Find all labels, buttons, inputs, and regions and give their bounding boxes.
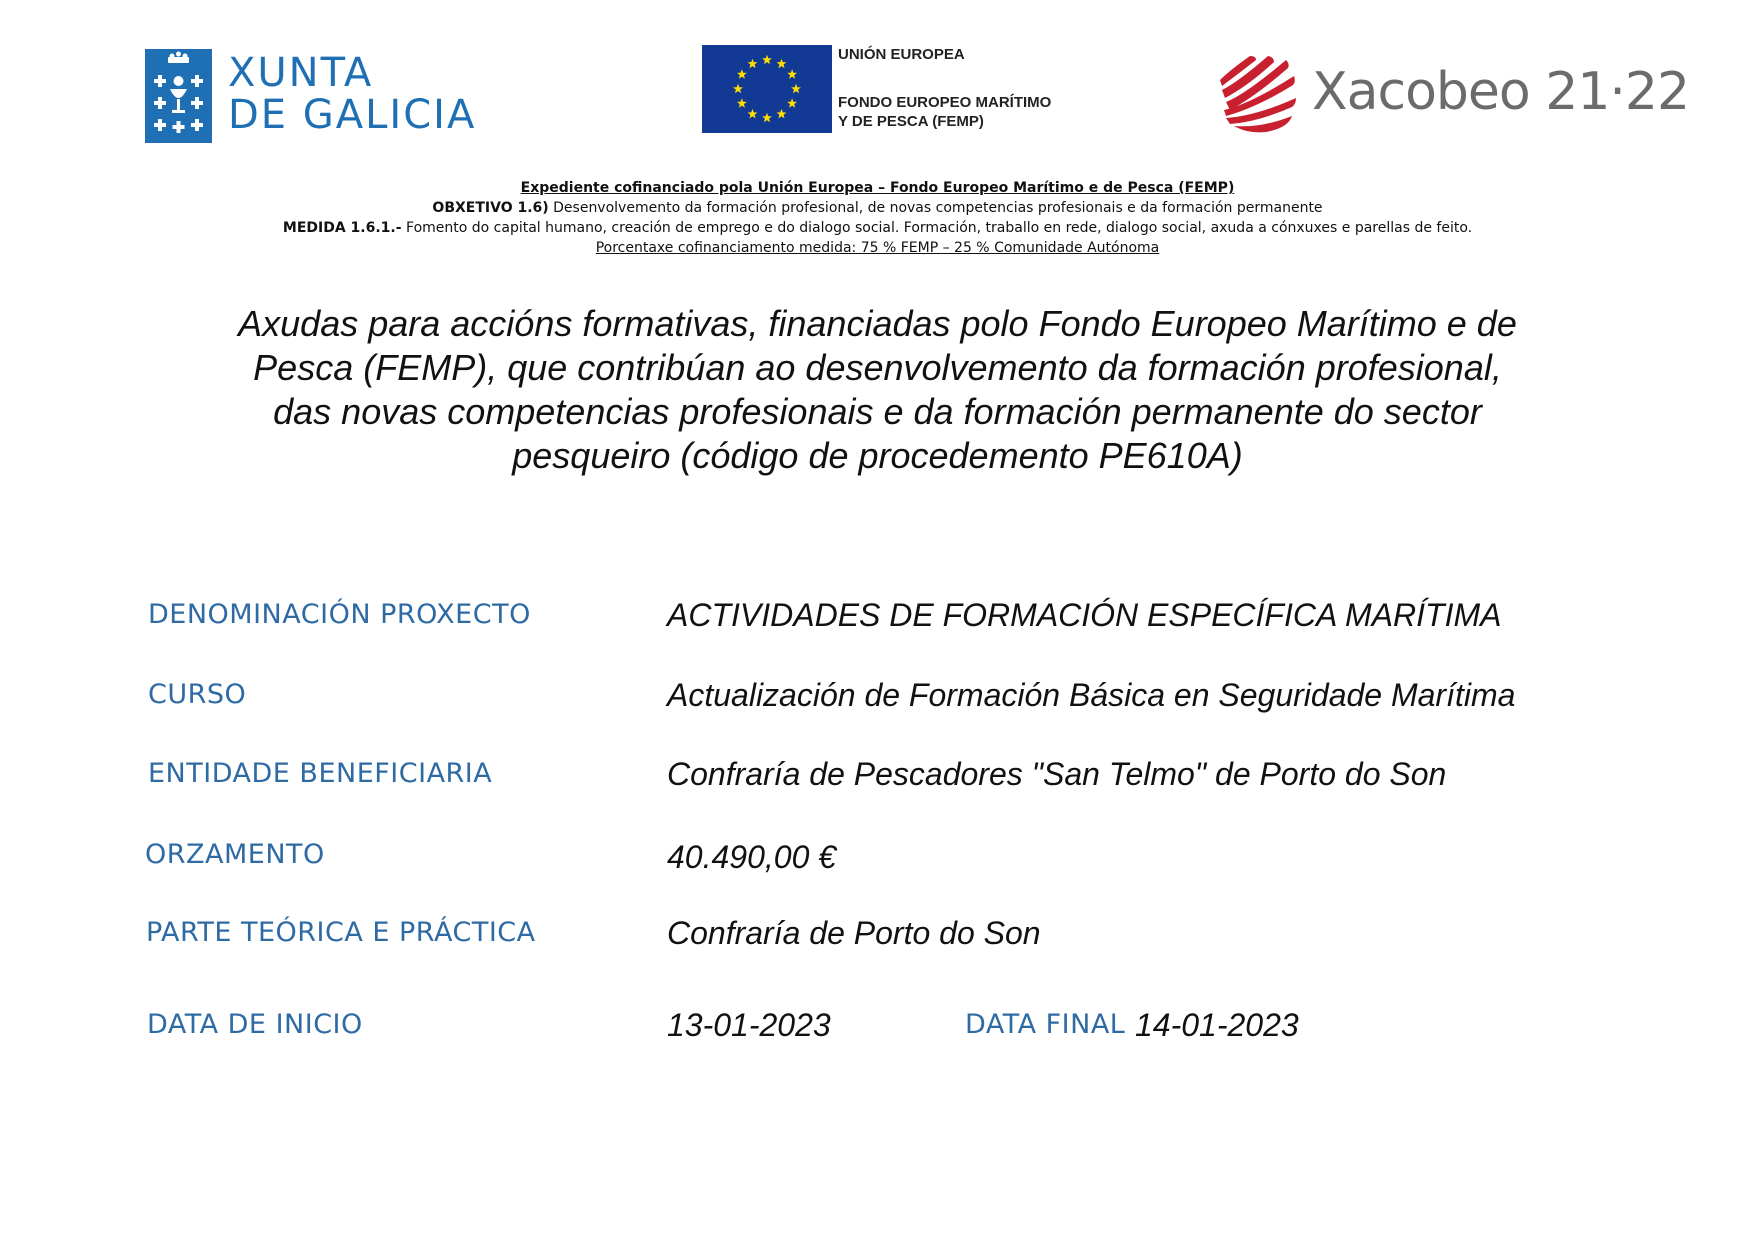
label-curso: CURSO xyxy=(148,679,247,710)
xunta-line2: DE GALICIA xyxy=(228,92,477,138)
eu-star-icon xyxy=(748,109,758,118)
label-parte-teorica: PARTE TEÓRICA E PRÁCTICA xyxy=(146,917,536,948)
label-denominacion-proxecto: DENOMINACIÓN PROXECTO xyxy=(148,599,531,630)
xunta-logo-text xyxy=(228,52,476,136)
header-line-cofinanciado xyxy=(0,180,1755,196)
header-line-obxetivo xyxy=(0,200,1755,216)
value-parte-teorica: Confraría de Porto do Son xyxy=(667,915,1041,951)
value-data-final: 14-01-2023 xyxy=(1135,1007,1299,1043)
title-line4: pesqueiro (código de procedemento PE610A) xyxy=(512,435,1243,476)
title-line1: Axudas para accións formativas, financiadas polo Fondo Europeo Marítimo e de xyxy=(238,303,1517,344)
value-denominacion-proxecto: ACTIVIDADES DE FORMACIÓN ESPECÍFICA MARÍTIMA xyxy=(667,597,1502,633)
medida-text: Fomento do capital humano, creación de emprego e do dialogo social. Formación, traballo en rede, dialogo social, axuda a cónxuxes e parellas de feito. xyxy=(401,220,1473,236)
xunta-emblem-icon xyxy=(145,49,212,143)
eu-star-icon xyxy=(733,84,743,93)
value-curso: Actualización de Formación Básica en Seguridade Marítima xyxy=(667,677,1516,713)
eu-star-icon xyxy=(787,98,797,107)
label-data-inicio: DATA DE INICIO xyxy=(147,1009,363,1040)
eu-line1: UNIÓN EUROPEA xyxy=(838,46,965,63)
eu-star-icon xyxy=(777,109,787,118)
xacobeo-logo-text: Xacobeo 21·22 xyxy=(1312,62,1690,122)
eu-star-icon xyxy=(791,84,801,93)
eu-flag-icon xyxy=(702,45,832,133)
porcentaxe-text: Porcentaxe cofinanciamento medida: 75 % FEMP – 25 % Comunidade Autónoma xyxy=(595,240,1160,256)
eu-star-icon xyxy=(762,113,772,122)
page-title xyxy=(150,302,1605,478)
eu-star-icon xyxy=(777,59,787,68)
eu-line2: FONDO EUROPEO MARÍTIMO xyxy=(838,94,1052,111)
value-orzamento: 40.490,00 € xyxy=(667,839,837,875)
header-line-medida xyxy=(0,220,1755,236)
eu-star-icon xyxy=(748,59,758,68)
title-line3: das novas competencias profesionais e da formación permanente do sector xyxy=(273,391,1482,432)
value-entidade-beneficiaria: Confraría de Pescadores "San Telmo" de Porto do Son xyxy=(667,756,1447,792)
obxetivo-label: OBXETIVO 1.6) xyxy=(432,200,549,216)
label-entidade-beneficiaria: ENTIDADE BENEFICIARIA xyxy=(148,758,493,789)
eu-line3: Y DE PESCA (FEMP) xyxy=(838,113,984,130)
eu-star-icon xyxy=(737,98,747,107)
eu-star-icon xyxy=(787,69,797,78)
medida-label: MEDIDA 1.6.1.- xyxy=(282,220,402,236)
title-line2: Pesca (FEMP), que contribúan ao desenvolvemento da formación profesional, xyxy=(253,347,1502,388)
eu-star-icon xyxy=(737,69,747,78)
header-line-porcentaxe xyxy=(0,240,1755,256)
xunta-line1: XUNTA xyxy=(228,50,374,96)
value-data-inicio: 13-01-2023 xyxy=(667,1007,831,1043)
xacobeo-scallop-icon xyxy=(1216,54,1300,134)
header-line1-text: Expediente cofinanciado pola Unión Europea – Fondo Europeo Marítimo e de Pesca (FEMP) xyxy=(520,180,1235,196)
eu-star-icon xyxy=(762,55,772,64)
label-orzamento: ORZAMENTO xyxy=(145,839,325,870)
obxetivo-text: Desenvolvemento da formación profesional, de novas competencias profesionais e da formación permanente xyxy=(548,200,1323,216)
label-data-final: DATA FINAL xyxy=(965,1009,1126,1040)
